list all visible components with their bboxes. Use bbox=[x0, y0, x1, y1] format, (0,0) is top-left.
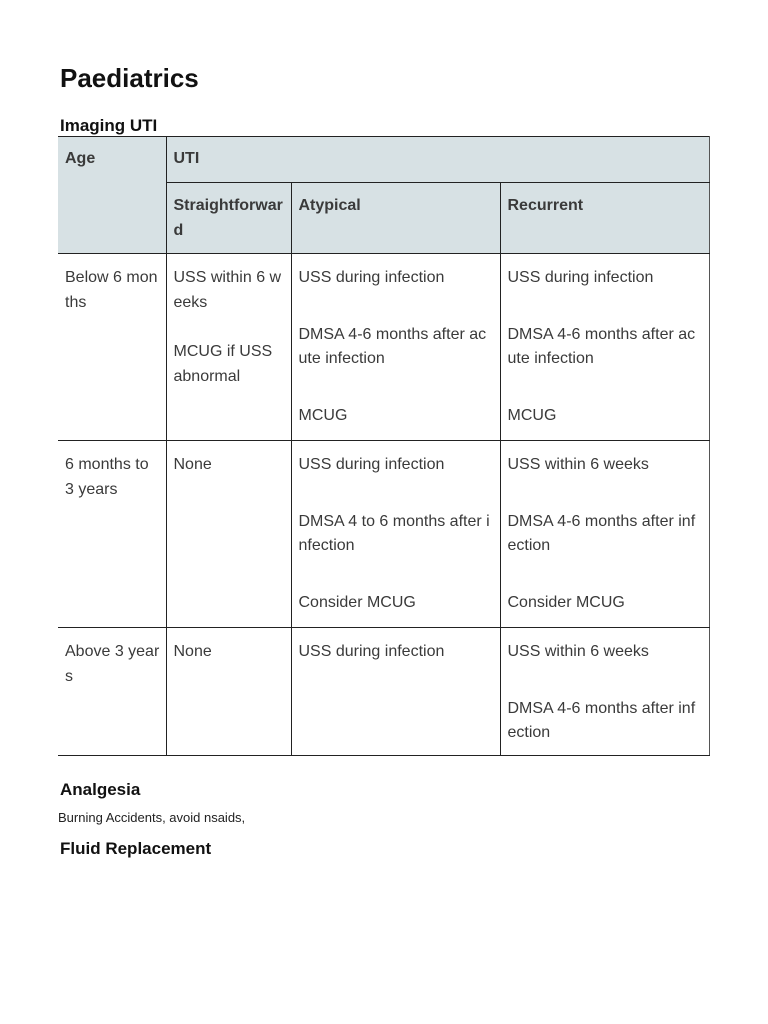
imaging-entry: USS within 6 weeks bbox=[507, 456, 649, 473]
cell-straightforward bbox=[166, 441, 291, 628]
header-recurrent-label: Recurrent bbox=[507, 197, 584, 214]
cell-atypical bbox=[291, 441, 500, 628]
header-uti-label: UTI bbox=[173, 150, 200, 167]
cell-recurrent bbox=[500, 441, 709, 628]
cell-atypical bbox=[291, 628, 500, 756]
section-heading-imaging-uti: Imaging UTI bbox=[60, 116, 158, 135]
header-age-label: Age bbox=[65, 150, 96, 167]
cell-age bbox=[58, 254, 166, 441]
imaging-entry: DMSA 4-6 months after infection bbox=[507, 699, 696, 741]
imaging-entry: DMSA 4-6 months after infection bbox=[507, 512, 696, 554]
imaging-entry: None bbox=[173, 643, 212, 660]
imaging-entry: MCUG bbox=[298, 406, 348, 424]
age-label: Below 6 months bbox=[65, 269, 158, 311]
header-age bbox=[58, 137, 166, 254]
imaging-entry: MCUG bbox=[507, 406, 557, 424]
cell-straightforward bbox=[166, 254, 291, 441]
table-header-row bbox=[58, 137, 709, 183]
imaging-entry: DMSA 4-6 months after acute infection bbox=[507, 325, 696, 367]
header-recurrent bbox=[500, 183, 709, 254]
imaging-entry: DMSA 4 to 6 months after infection bbox=[298, 512, 490, 554]
analgesia-note: Burning Accidents, avoid nsaids, bbox=[58, 810, 246, 825]
imaging-entry: USS within 6 weeks bbox=[173, 269, 282, 311]
imaging-entry: Consider MCUG bbox=[298, 593, 416, 611]
imaging-entry: USS during infection bbox=[298, 643, 445, 660]
header-atypical bbox=[291, 183, 500, 254]
table-row bbox=[58, 628, 709, 756]
imaging-entry: DMSA 4-6 months after acute infection bbox=[298, 325, 487, 367]
cell-age bbox=[58, 441, 166, 628]
header-atypical-label: Atypical bbox=[298, 197, 361, 214]
cell-atypical bbox=[291, 254, 500, 441]
cell-straightforward bbox=[166, 628, 291, 756]
imaging-entry: USS within 6 weeks bbox=[507, 643, 649, 660]
cell-recurrent bbox=[500, 628, 709, 756]
age-label: 6 months to 3 years bbox=[65, 456, 149, 498]
cell-age bbox=[58, 628, 166, 756]
imaging-uti-table-container bbox=[58, 136, 709, 756]
imaging-entry: USS during infection bbox=[298, 269, 445, 286]
page-title: Paediatrics bbox=[60, 63, 199, 93]
header-straightforward bbox=[166, 183, 291, 254]
header-straightforward-label: Straightforward bbox=[173, 197, 283, 239]
imaging-entry: USS during infection bbox=[507, 269, 654, 286]
imaging-entry: MCUG if USS abnormal bbox=[173, 343, 273, 385]
section-heading-analgesia: Analgesia bbox=[60, 780, 141, 799]
table-row bbox=[58, 441, 709, 628]
section-heading-fluid-replacement: Fluid Replacement bbox=[60, 839, 212, 858]
imaging-entry: None bbox=[173, 456, 212, 473]
imaging-uti-table bbox=[58, 136, 710, 756]
age-label: Above 3 years bbox=[65, 643, 160, 685]
imaging-entry: Consider MCUG bbox=[507, 593, 625, 611]
imaging-entry: USS during infection bbox=[298, 456, 445, 473]
table-row bbox=[58, 254, 709, 441]
header-uti bbox=[166, 137, 709, 183]
cell-recurrent bbox=[500, 254, 709, 441]
